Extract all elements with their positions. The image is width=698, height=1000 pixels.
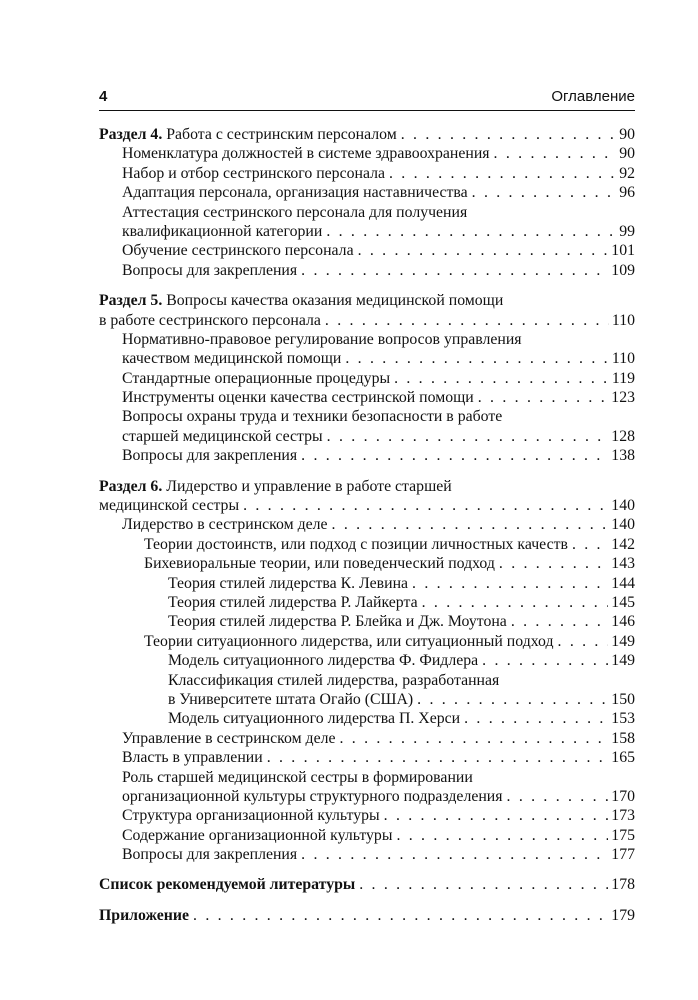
toc-page-number: 146 (611, 613, 635, 631)
toc-entry (99, 446, 635, 465)
leader-dots (478, 388, 609, 407)
toc-entry-continued (99, 203, 635, 222)
toc-page-number: 140 (611, 497, 635, 515)
toc-entry-continued (99, 407, 635, 426)
toc-entry-text: организационной культуры структурного подразделения (122, 787, 503, 805)
toc-section-6 (99, 477, 635, 865)
leader-dots (396, 826, 608, 845)
toc-entry-text: Вопросы для закрепления (122, 261, 298, 279)
toc-entry (99, 388, 635, 407)
toc-entry-text: Модель ситуационного лидерства П. Херси (168, 710, 461, 728)
leader-dots (193, 906, 608, 925)
leader-dots (422, 593, 609, 612)
toc-entry-text: Аттестация сестринского персонала для получения (122, 203, 468, 221)
toc-entry-text: Раздел 5. Вопросы качества оказания медицинской помощи (99, 292, 504, 310)
toc-entry (99, 690, 635, 709)
toc-entry (99, 261, 635, 280)
leader-dots (345, 349, 609, 368)
toc-entry-text: Набор и отбор сестринского персонала (122, 164, 385, 182)
toc-section-4 (99, 125, 635, 280)
toc-page-number: 175 (611, 826, 635, 844)
toc-entry (99, 593, 635, 612)
leader-dots (389, 164, 616, 183)
toc-entry (99, 554, 635, 573)
section-label: Раздел 4. (99, 126, 163, 143)
toc-page-number: 90 (619, 126, 635, 143)
leader-dots (301, 845, 608, 864)
toc-entry (99, 612, 635, 631)
toc-entry (99, 496, 635, 515)
leader-dots (359, 875, 608, 894)
toc-entry (99, 709, 635, 728)
table-of-contents (99, 125, 635, 936)
toc-entry (99, 515, 635, 534)
leader-dots (394, 369, 609, 388)
leader-dots (412, 574, 608, 593)
toc-entry (99, 349, 635, 368)
leader-dots (464, 709, 608, 728)
toc-entry-section-6 (99, 477, 635, 496)
toc-page-number: 109 (611, 261, 635, 279)
toc-entry-section-4 (99, 125, 635, 144)
toc-entry-text: Стандартные операционные процедуры (122, 369, 391, 387)
toc-page-number: 158 (611, 729, 635, 747)
toc-page-number: 119 (611, 369, 635, 387)
toc-entry-text: в Университете штата Огайо (США) (168, 690, 414, 708)
leader-dots (301, 446, 608, 465)
toc-page-number: 173 (611, 807, 635, 825)
running-title: Оглавление (551, 88, 635, 105)
toc-entry-text: Модель ситуационного лидерства Ф. Фидлера (168, 652, 479, 670)
leader-dots (267, 748, 609, 767)
toc-entry-text: Теории достоинств, или подход с позиции личностных качеств (144, 535, 568, 553)
toc-page-number: 149 (611, 632, 635, 650)
toc-entry (99, 241, 635, 260)
leader-dots (499, 554, 608, 573)
toc-entry-text: качеством медицинской помощи (122, 350, 342, 368)
toc-entry-text: Бихевиоральные теории, или поведенческий подход (144, 555, 495, 573)
section-label: Раздел 5. (99, 292, 163, 310)
toc-entry (99, 651, 635, 670)
leader-dots (558, 632, 609, 651)
toc-page-number: 110 (611, 350, 635, 368)
toc-entry-text: квалификационной категории (122, 222, 323, 240)
leader-dots (482, 651, 608, 670)
toc-entry-text: в работе сестринского персонала (99, 311, 321, 329)
toc-page-number: 144 (611, 574, 635, 592)
leader-dots (301, 261, 608, 280)
toc-page-number: 140 (611, 516, 635, 534)
leader-dots (494, 144, 617, 163)
toc-page-number: 177 (611, 846, 635, 864)
toc-entry (99, 748, 635, 767)
toc-page-number: 138 (611, 447, 635, 465)
leader-dots (572, 535, 608, 554)
toc-page-number: 96 (619, 184, 635, 202)
toc-entry-text: Приложение (99, 906, 190, 924)
toc-entry (99, 222, 635, 241)
toc-page-number: 142 (611, 535, 635, 553)
toc-page-number: 153 (611, 710, 635, 728)
toc-entry (99, 574, 635, 593)
toc-entry-text: Вопросы для закрепления (122, 447, 298, 465)
leader-dots (384, 806, 609, 825)
toc-entry-text: Список рекомендуемой литературы (99, 876, 356, 894)
toc-entry-text: Власть в управлении (122, 749, 263, 767)
toc-entry (99, 826, 635, 845)
toc-entry-text: Адаптация персонала, организация наставничества (122, 184, 468, 202)
leader-dots (332, 515, 609, 534)
toc-entry-text: Номенклатура должностей в системе здравоохранения (122, 145, 490, 163)
toc-page-number: 99 (619, 222, 635, 240)
toc-page-number: 179 (611, 906, 635, 924)
section-label: Раздел 6. (99, 477, 163, 495)
toc-entry (99, 144, 635, 163)
toc-page-number: 145 (611, 593, 635, 611)
toc-entry-text: Управление в сестринском деле (122, 729, 336, 747)
toc-entry-text: старшей медицинской сестры (122, 427, 323, 445)
toc-entry (99, 369, 635, 388)
toc-entry-continued (99, 768, 635, 787)
toc-entry-text: Теории ситуационного лидерства, или ситуационный подход (144, 632, 554, 650)
toc-entry-continued (99, 671, 635, 690)
leader-dots (327, 427, 609, 446)
toc-page-number: 149 (611, 652, 635, 670)
toc-page-number: 90 (619, 145, 635, 163)
toc-entry (99, 311, 635, 330)
toc-entry-text: Вопросы для закрепления (122, 846, 298, 864)
leader-dots (417, 690, 608, 709)
toc-appendix (99, 906, 635, 925)
toc-entry-text: Теория стилей лидерства К. Левина (168, 574, 409, 592)
header-rule (99, 110, 635, 111)
toc-entry (99, 787, 635, 806)
toc-page-number: 101 (611, 242, 635, 260)
toc-entry (99, 535, 635, 554)
leader-dots (358, 241, 609, 260)
toc-entry-section-5 (99, 291, 635, 310)
toc-entry (99, 806, 635, 825)
toc-page-number: 150 (611, 690, 635, 708)
toc-entry-text: Раздел 4. Работа с сестринским персоналом (99, 126, 397, 143)
toc-entry (99, 845, 635, 864)
toc-page-number: 128 (611, 427, 635, 445)
toc-entry-text: Теория стилей лидерства Р. Лайкерта (168, 593, 418, 611)
toc-entry-appendix (99, 906, 635, 925)
toc-entry (99, 164, 635, 183)
toc-page-number: 170 (611, 787, 635, 805)
toc-entry-text: Структура организационной культуры (122, 807, 380, 825)
leader-dots (339, 729, 608, 748)
toc-entry-text: Нормативно-правовое регулирование вопросов управления (122, 330, 522, 348)
toc-entry-text: Лидерство в сестринском деле (122, 516, 328, 534)
leader-dots (243, 496, 608, 515)
toc-page-number: 92 (619, 164, 635, 182)
toc-entry-text: Содержание организационной культуры (122, 826, 393, 844)
toc-entry-text: Вопросы охраны труда и техники безопасности в работе (122, 408, 503, 426)
leader-dots (401, 125, 616, 144)
toc-entry-text: Классификация стилей лидерства, разработанная (168, 671, 500, 689)
toc-entry-text: Теория стилей лидерства Р. Блейка и Дж. Моутона (168, 613, 507, 631)
toc-page-number: 110 (611, 311, 635, 329)
toc-entry-bibliography (99, 875, 635, 894)
toc-entry (99, 427, 635, 446)
toc-entry-text: Роль старшей медицинской сестры в формировании (122, 768, 473, 786)
toc-page-number: 143 (611, 555, 635, 573)
page-number: 4 (99, 88, 108, 105)
toc-entry (99, 632, 635, 651)
toc-entry-text: Раздел 6. Лидерство и управление в работе старшей (99, 477, 452, 495)
leader-dots (326, 222, 616, 241)
toc-entry-continued (99, 330, 635, 349)
toc-page-number: 178 (611, 876, 635, 894)
leader-dots (511, 612, 608, 631)
leader-dots (325, 311, 609, 330)
toc-end-matter (99, 875, 635, 894)
leader-dots (507, 787, 609, 806)
leader-dots (472, 183, 617, 202)
toc-entry-text: медицинской сестры (99, 497, 240, 515)
toc-entry-text: Обучение сестринского персонала (122, 242, 354, 260)
page-header (99, 88, 635, 108)
toc-page-number: 165 (611, 749, 635, 767)
toc-section-5 (99, 291, 635, 466)
toc-entry-text: Инструменты оценки качества сестринской помощи (122, 389, 474, 407)
toc-page-number: 123 (611, 389, 635, 407)
toc-entry (99, 729, 635, 748)
toc-entry (99, 183, 635, 202)
